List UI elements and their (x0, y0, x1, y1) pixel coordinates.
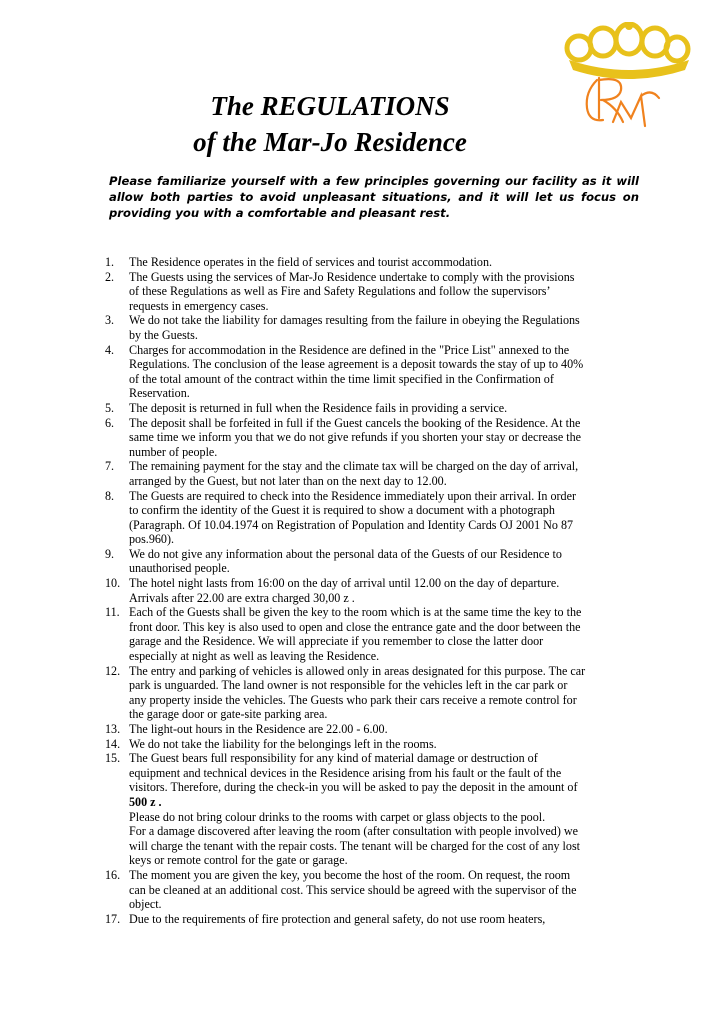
regulation-line: same time we inform you that we do not give refunds if you shorten your stay or decrease the (129, 430, 582, 445)
regulation-line: especially at night as well as leaving the Residence. (129, 649, 380, 664)
regulation-number: 17. (105, 911, 121, 926)
regulation-line: arranged by the Guest, but not later than on the next day to 12.00. (129, 473, 447, 488)
regulation-line: The light-out hours in the Residence are 22.00 - 6.00. (129, 722, 388, 736)
regulation-line: of these Regulations as well as Fire and Safety Regulations and follow the supervisors’ (129, 284, 551, 299)
regulation-line: Reservation. (129, 386, 190, 401)
page-title (100, 88, 560, 160)
regulation-number: 10. (105, 576, 121, 591)
regulation-line: of the total amount of the contract within the time limit specified in the Confirmation of (129, 371, 554, 386)
regulation-item (105, 605, 641, 663)
regulation-line: requests in emergency cases. (129, 298, 269, 313)
regulation-item (105, 270, 641, 314)
regulation-number: 15. (105, 751, 121, 766)
regulation-number: 3. (105, 313, 115, 328)
regulation-item (105, 343, 641, 401)
regulation-line: Regulations. The conclusion of the lease agreement is a deposit towards the stay of up to 40% (129, 357, 584, 372)
regulation-line: to confirm the identity of the Guest it is required to show a document with a photograph (129, 503, 555, 518)
regulation-item (105, 255, 641, 270)
regulation-number: 9. (105, 546, 115, 561)
regulation-item (105, 416, 641, 460)
regulation-item (105, 912, 641, 927)
regulation-line: equipment and technical devices in the Residence arising from his fault or the fault of the (129, 765, 562, 780)
regulation-line: Arrivals after 22.00 are extra charged 30,00 z . (129, 590, 355, 605)
regulation-line: 500 z . (129, 794, 162, 809)
residence-logo (557, 22, 697, 142)
regulation-line: park is unguarded. The land owner is not responsible for the vehicles left in the car park or (129, 678, 568, 693)
regulation-line: will charge the tenant with the repair costs. The tenant will be charged for the cost of any lost (129, 838, 581, 853)
regulation-number: 5. (105, 400, 115, 415)
regulation-line: pos.960). (129, 532, 175, 547)
regulation-line: (Paragraph. Of 10.04.1974 on Registration of Population and Identity Cards OJ 2001 No 87 (129, 517, 574, 532)
regulation-item (105, 576, 641, 605)
regulation-line: Charges for accommodation in the Residence are defined in the "Price List" annexed to the (129, 342, 570, 357)
regulation-line: The Guests using the services of Mar-Jo Residence undertake to comply with the provisions (129, 269, 575, 284)
regulation-item (105, 401, 641, 416)
regulation-line: For a damage discovered after leaving the room (after consultation with people involved) we (129, 824, 578, 839)
regulation-line: by the Guests. (129, 327, 198, 342)
regulation-item (105, 489, 641, 547)
regulation-line: We do not take the liability for damages resulting from the failure in obeying the Regulations (129, 313, 580, 328)
regulation-line: The Residence operates in the field of services and tourist accommodation. (129, 255, 493, 269)
regulation-item (105, 737, 641, 752)
regulation-line: The deposit shall be forfeited in full if the Guest cancels the booking of the Residence. At the (129, 415, 581, 430)
regulation-line: Due to the requirements of fire protection and general safety, do not use room heaters, (129, 911, 546, 926)
regulation-item (105, 751, 641, 868)
regulation-line: The remaining payment for the stay and the climate tax will be charged on the day of arrival, (129, 459, 579, 474)
regulation-line: garage and the Residence. We will appreciate if you remember to close the latter door (129, 634, 544, 649)
regulation-item (105, 722, 641, 737)
regulation-number: 12. (105, 663, 121, 678)
regulation-number: 7. (105, 459, 115, 474)
regulation-number: 1. (105, 255, 115, 269)
regulation-line: can be cleaned at an additional cost. This service should be agreed with the supervisor of the (129, 882, 577, 897)
regulation-line: the garage door or gate-site parking area. (129, 707, 328, 722)
regulation-line: keys or remote control for the gate or garage. (129, 853, 348, 868)
regulation-item (105, 868, 641, 912)
regulation-line: unauthorised people. (129, 561, 230, 576)
regulation-line: The Guests are required to check into the Residence immediately upon their arrival. In order (129, 488, 576, 503)
regulation-line: number of people. (129, 444, 218, 459)
regulation-number: 4. (105, 342, 115, 357)
title-line-1: The REGULATIONS (210, 91, 450, 121)
regulation-number: 16. (105, 867, 121, 882)
regulation-line: The hotel night lasts from 16:00 on the day of arrival until 12.00 on the day of departure. (129, 576, 560, 591)
regulation-number: 13. (105, 722, 121, 736)
regulations-list (105, 255, 641, 926)
regulation-line: visitors. Therefore, during the check-in you will be asked to pay the deposit in the amount of (129, 780, 578, 795)
regulation-item (105, 459, 641, 488)
regulation-item (105, 664, 641, 722)
regulation-line: The Guest bears full responsibility for any kind of material damage or destruction of (129, 751, 538, 766)
regulation-item (105, 313, 641, 342)
regulation-line: We do not give any information about the personal data of the Guests of our Residence to (129, 546, 562, 561)
regulation-line: The moment you are given the key, you become the host of the room. On request, the room (129, 867, 571, 882)
regulation-line: front door. This key is also used to open and close the entrance gate and the door between the (129, 619, 581, 634)
regulation-line: any property inside the vehicles. The Guests who park their cars receive a remote control for (129, 692, 577, 707)
regulation-number: 14. (105, 736, 121, 751)
regulation-line: We do not take the liability for the belongings left in the rooms. (129, 736, 437, 751)
regulation-line: The deposit is returned in full when the Residence fails in providing a service. (129, 400, 508, 415)
regulation-number: 6. (105, 415, 115, 430)
regulation-line: Please do not bring colour drinks to the rooms with carpet or glass objects to the pool. (129, 809, 546, 824)
crown-monogram-icon (557, 22, 697, 142)
regulation-item (105, 547, 641, 576)
regulation-number: 2. (105, 269, 115, 284)
regulation-line: object. (129, 897, 162, 912)
intro-paragraph: Please familiarize yourself with a few principles governing our facility as it will allow both parties to avoid unpleasant situations, and it will let us focus on providing you with a comfortable and pleasant rest. (109, 174, 639, 220)
regulation-line: Each of the Guests shall be given the key to the room which is at the same time the key to the (129, 605, 582, 620)
title-line-2: of the Mar-Jo Residence (193, 127, 467, 157)
regulation-line: The entry and parking of vehicles is allowed only in areas designated for this purpose. The car (129, 663, 586, 678)
regulation-number: 8. (105, 488, 115, 503)
regulation-number: 11. (105, 605, 120, 620)
